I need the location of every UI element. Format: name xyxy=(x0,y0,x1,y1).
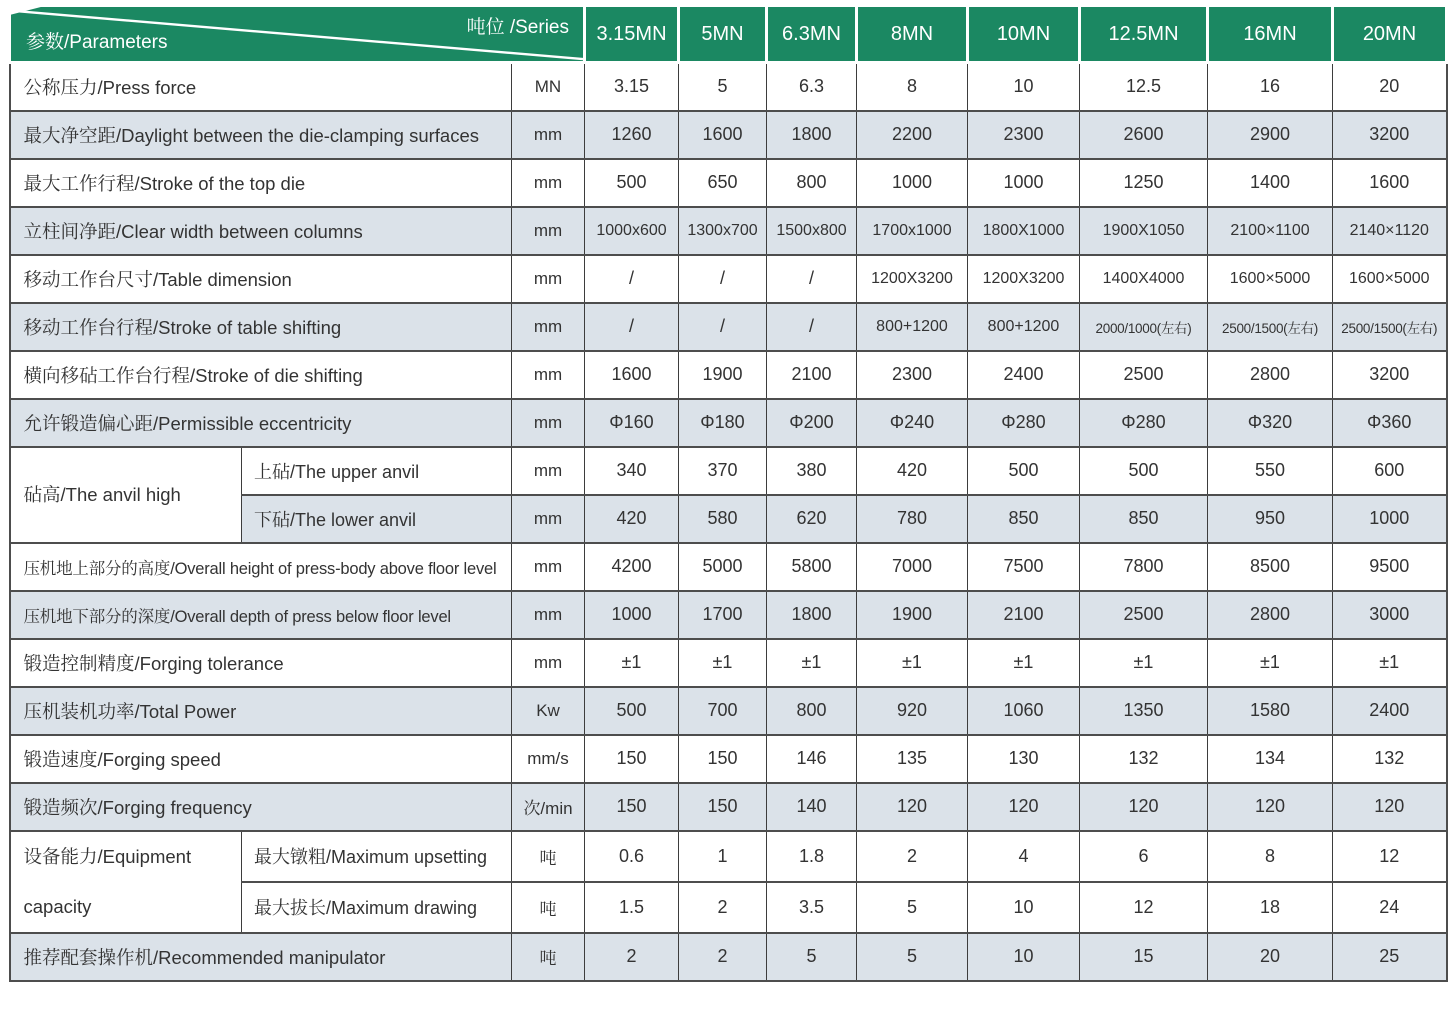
value-cell: 2 xyxy=(679,933,767,981)
value-cell: Φ280 xyxy=(968,399,1080,447)
value-cell: ±1 xyxy=(857,639,968,687)
table-row xyxy=(10,255,1447,303)
value-cell: 2800 xyxy=(1208,591,1333,639)
param-label: 移动工作台尺寸/Table dimension xyxy=(10,255,512,303)
value-cell: 1700x1000 xyxy=(857,207,968,255)
param-sublabel: 上砧/The upper anvil xyxy=(242,447,512,495)
value-cell: 420 xyxy=(585,495,679,543)
unit-cell: mm xyxy=(512,639,585,687)
value-cell: 150 xyxy=(585,735,679,783)
value-cell: 800 xyxy=(767,687,857,735)
value-cell: Φ180 xyxy=(679,399,767,447)
value-cell: / xyxy=(767,303,857,351)
value-cell: 2800 xyxy=(1208,351,1333,399)
unit-cell: 次/min xyxy=(512,783,585,831)
value-cell: 15 xyxy=(1080,933,1208,981)
param-label: 最大净空距/Daylight between the die-clamping surfaces xyxy=(10,111,512,159)
column-header-6-3mn: 6.3MN xyxy=(767,6,857,63)
series-label: 吨位 /Series xyxy=(466,17,569,38)
param-label: 压机地上部分的高度/Overall height of press-body above floor level xyxy=(10,543,512,591)
param-label: 锻造速度/Forging speed xyxy=(10,735,512,783)
value-cell: 3.15 xyxy=(585,63,679,111)
value-cell: 950 xyxy=(1208,495,1333,543)
unit-cell: mm xyxy=(512,351,585,399)
unit-cell: 吨 xyxy=(512,831,585,882)
value-cell: 4 xyxy=(968,831,1080,882)
value-cell: 1580 xyxy=(1208,687,1333,735)
value-cell: 1800 xyxy=(767,111,857,159)
value-cell: ±1 xyxy=(679,639,767,687)
table-row xyxy=(10,933,1447,981)
value-cell: / xyxy=(767,255,857,303)
table-row xyxy=(10,207,1447,255)
value-cell: Φ280 xyxy=(1080,399,1208,447)
value-cell: 500 xyxy=(585,687,679,735)
value-cell: 18 xyxy=(1208,882,1333,933)
value-cell: 5800 xyxy=(767,543,857,591)
table-row xyxy=(10,447,1447,495)
value-cell: 132 xyxy=(1333,735,1447,783)
unit-cell: mm xyxy=(512,543,585,591)
value-cell: 10 xyxy=(968,63,1080,111)
value-cell: 8500 xyxy=(1208,543,1333,591)
value-cell: 120 xyxy=(1208,783,1333,831)
value-cell: 7000 xyxy=(857,543,968,591)
value-cell: 380 xyxy=(767,447,857,495)
value-cell: 2500 xyxy=(1080,591,1208,639)
value-cell: 500 xyxy=(968,447,1080,495)
value-cell: 5 xyxy=(857,933,968,981)
value-cell: 370 xyxy=(679,447,767,495)
value-cell: 8 xyxy=(1208,831,1333,882)
unit-cell: MN xyxy=(512,63,585,111)
value-cell: 120 xyxy=(857,783,968,831)
value-cell: 1400 xyxy=(1208,159,1333,207)
value-cell: 6.3 xyxy=(767,63,857,111)
value-cell: 2140×1120 xyxy=(1333,207,1447,255)
value-cell: 7800 xyxy=(1080,543,1208,591)
value-cell: 2 xyxy=(857,831,968,882)
value-cell: 0.6 xyxy=(585,831,679,882)
value-cell: / xyxy=(679,303,767,351)
group-label-equipment: 设备能力/Equipment capacity xyxy=(10,831,242,933)
value-cell: 2000/1000(左右) xyxy=(1080,303,1208,351)
value-cell: 500 xyxy=(1080,447,1208,495)
table-row xyxy=(10,399,1447,447)
value-cell: 6 xyxy=(1080,831,1208,882)
value-cell: 1400X4000 xyxy=(1080,255,1208,303)
value-cell: 1 xyxy=(679,831,767,882)
header-row xyxy=(10,6,1447,63)
value-cell: 150 xyxy=(585,783,679,831)
table-row xyxy=(10,591,1447,639)
value-cell: 2500/1500(左右) xyxy=(1208,303,1333,351)
value-cell: 1800 xyxy=(767,591,857,639)
value-cell: 20 xyxy=(1208,933,1333,981)
value-cell: 420 xyxy=(857,447,968,495)
value-cell: Φ360 xyxy=(1333,399,1447,447)
value-cell: / xyxy=(585,303,679,351)
value-cell: / xyxy=(585,255,679,303)
value-cell: 146 xyxy=(767,735,857,783)
value-cell: 120 xyxy=(1333,783,1447,831)
value-cell: ±1 xyxy=(1208,639,1333,687)
value-cell: 1600 xyxy=(1333,159,1447,207)
unit-cell: Kw xyxy=(512,687,585,735)
value-cell: 1000 xyxy=(1333,495,1447,543)
column-header-20mn: 20MN xyxy=(1333,6,1447,63)
table-row xyxy=(10,111,1447,159)
spec-table xyxy=(8,4,1448,982)
table-row xyxy=(10,639,1447,687)
value-cell: 1.5 xyxy=(585,882,679,933)
column-header-10mn: 10MN xyxy=(968,6,1080,63)
value-cell: 2100 xyxy=(767,351,857,399)
unit-cell: mm xyxy=(512,303,585,351)
value-cell: 1700 xyxy=(679,591,767,639)
value-cell: 780 xyxy=(857,495,968,543)
value-cell: Φ320 xyxy=(1208,399,1333,447)
unit-cell: mm/s xyxy=(512,735,585,783)
column-header-5mn: 5MN xyxy=(679,6,767,63)
value-cell: 580 xyxy=(679,495,767,543)
value-cell: 2 xyxy=(585,933,679,981)
value-cell: 2100×1100 xyxy=(1208,207,1333,255)
unit-cell: mm xyxy=(512,159,585,207)
value-cell: 134 xyxy=(1208,735,1333,783)
value-cell: 1000 xyxy=(968,159,1080,207)
value-cell: ±1 xyxy=(585,639,679,687)
param-label: 公称压力/Press force xyxy=(10,63,512,111)
value-cell: 2900 xyxy=(1208,111,1333,159)
table-row xyxy=(10,351,1447,399)
value-cell: 2300 xyxy=(857,351,968,399)
param-label: 允许锻造偏心距/Permissible eccentricity xyxy=(10,399,512,447)
value-cell: 2 xyxy=(679,882,767,933)
value-cell: 1600×5000 xyxy=(1333,255,1447,303)
unit-cell: mm xyxy=(512,495,585,543)
group-label-anvil: 砧高/The anvil high xyxy=(10,447,242,543)
value-cell: 1800X1000 xyxy=(968,207,1080,255)
column-header-16mn: 16MN xyxy=(1208,6,1333,63)
param-sublabel: 下砧/The lower anvil xyxy=(242,495,512,543)
value-cell: 600 xyxy=(1333,447,1447,495)
value-cell: Φ200 xyxy=(767,399,857,447)
value-cell: 4200 xyxy=(585,543,679,591)
value-cell: 1000 xyxy=(857,159,968,207)
value-cell: 1900X1050 xyxy=(1080,207,1208,255)
value-cell: 5 xyxy=(857,882,968,933)
value-cell: 150 xyxy=(679,735,767,783)
value-cell: 800 xyxy=(767,159,857,207)
value-cell: 2600 xyxy=(1080,111,1208,159)
value-cell: 1.8 xyxy=(767,831,857,882)
value-cell: / xyxy=(679,255,767,303)
value-cell: 2500/1500(左右) xyxy=(1333,303,1447,351)
value-cell: 1500x800 xyxy=(767,207,857,255)
value-cell: 850 xyxy=(968,495,1080,543)
value-cell: 620 xyxy=(767,495,857,543)
value-cell: 12.5 xyxy=(1080,63,1208,111)
value-cell: 24 xyxy=(1333,882,1447,933)
value-cell: 1060 xyxy=(968,687,1080,735)
value-cell: 2400 xyxy=(1333,687,1447,735)
value-cell: Φ240 xyxy=(857,399,968,447)
value-cell: 1900 xyxy=(679,351,767,399)
unit-cell: mm xyxy=(512,255,585,303)
unit-cell: mm xyxy=(512,591,585,639)
value-cell: 2300 xyxy=(968,111,1080,159)
value-cell: 2400 xyxy=(968,351,1080,399)
value-cell: ±1 xyxy=(1333,639,1447,687)
unit-cell: mm xyxy=(512,207,585,255)
param-label: 锻造控制精度/Forging tolerance xyxy=(10,639,512,687)
value-cell: 1900 xyxy=(857,591,968,639)
value-cell: 132 xyxy=(1080,735,1208,783)
value-cell: 5 xyxy=(679,63,767,111)
param-label: 压机装机功率/Total Power xyxy=(10,687,512,735)
param-label: 推荐配套操作机/Recommended manipulator xyxy=(10,933,512,981)
value-cell: 10 xyxy=(968,882,1080,933)
value-cell: 140 xyxy=(767,783,857,831)
value-cell: 3000 xyxy=(1333,591,1447,639)
value-cell: 1350 xyxy=(1080,687,1208,735)
value-cell: 550 xyxy=(1208,447,1333,495)
value-cell: 150 xyxy=(679,783,767,831)
value-cell: 340 xyxy=(585,447,679,495)
value-cell: 500 xyxy=(585,159,679,207)
value-cell: 2100 xyxy=(968,591,1080,639)
value-cell: 1200X3200 xyxy=(857,255,968,303)
value-cell: 5 xyxy=(767,933,857,981)
value-cell: 120 xyxy=(1080,783,1208,831)
table-row xyxy=(10,687,1447,735)
table-row xyxy=(10,543,1447,591)
unit-cell: 吨 xyxy=(512,933,585,981)
value-cell: 1600×5000 xyxy=(1208,255,1333,303)
value-cell: 700 xyxy=(679,687,767,735)
value-cell: 2200 xyxy=(857,111,968,159)
value-cell: 920 xyxy=(857,687,968,735)
value-cell: 5000 xyxy=(679,543,767,591)
value-cell: 1600 xyxy=(585,351,679,399)
value-cell: 1260 xyxy=(585,111,679,159)
value-cell: 135 xyxy=(857,735,968,783)
value-cell: 1250 xyxy=(1080,159,1208,207)
unit-cell: mm xyxy=(512,399,585,447)
header-diagonal-cell xyxy=(10,6,585,63)
table-row xyxy=(10,831,1447,882)
table-row xyxy=(10,63,1447,111)
value-cell: 8 xyxy=(857,63,968,111)
value-cell: 9500 xyxy=(1333,543,1447,591)
value-cell: 1000 xyxy=(585,591,679,639)
value-cell: 25 xyxy=(1333,933,1447,981)
value-cell: 20 xyxy=(1333,63,1447,111)
unit-cell: 吨 xyxy=(512,882,585,933)
column-header-8mn: 8MN xyxy=(857,6,968,63)
unit-cell: mm xyxy=(512,111,585,159)
value-cell: 800+1200 xyxy=(968,303,1080,351)
table-row xyxy=(10,303,1447,351)
param-label: 锻造频次/Forging frequency xyxy=(10,783,512,831)
value-cell: 1000x600 xyxy=(585,207,679,255)
value-cell: 2500 xyxy=(1080,351,1208,399)
value-cell: 3200 xyxy=(1333,111,1447,159)
param-sublabel: 最大拔长/Maximum drawing xyxy=(242,882,512,933)
table-row xyxy=(10,735,1447,783)
value-cell: 1300x700 xyxy=(679,207,767,255)
table-row xyxy=(10,783,1447,831)
spec-table-wrapper xyxy=(8,4,1448,982)
value-cell: 130 xyxy=(968,735,1080,783)
value-cell: 3.5 xyxy=(767,882,857,933)
param-label: 压机地下部分的深度/Overall depth of press below floor level xyxy=(10,591,512,639)
param-label: 横向移砧工作台行程/Stroke of die shifting xyxy=(10,351,512,399)
table-row xyxy=(10,159,1447,207)
parameters-label: 参数/Parameters xyxy=(26,32,168,53)
value-cell: 1600 xyxy=(679,111,767,159)
param-sublabel: 最大镦粗/Maximum upsetting xyxy=(242,831,512,882)
value-cell: 800+1200 xyxy=(857,303,968,351)
value-cell: 7500 xyxy=(968,543,1080,591)
value-cell: 12 xyxy=(1080,882,1208,933)
value-cell: 3200 xyxy=(1333,351,1447,399)
value-cell: 1200X3200 xyxy=(968,255,1080,303)
unit-cell: mm xyxy=(512,447,585,495)
value-cell: 850 xyxy=(1080,495,1208,543)
value-cell: 12 xyxy=(1333,831,1447,882)
value-cell: 120 xyxy=(968,783,1080,831)
value-cell: Φ160 xyxy=(585,399,679,447)
value-cell: ±1 xyxy=(968,639,1080,687)
value-cell: 16 xyxy=(1208,63,1333,111)
param-label: 最大工作行程/Stroke of the top die xyxy=(10,159,512,207)
param-label: 立柱间净距/Clear width between columns xyxy=(10,207,512,255)
value-cell: 10 xyxy=(968,933,1080,981)
column-header-12-5mn: 12.5MN xyxy=(1080,6,1208,63)
column-header-3-15mn: 3.15MN xyxy=(585,6,679,63)
value-cell: 650 xyxy=(679,159,767,207)
param-label: 移动工作台行程/Stroke of table shifting xyxy=(10,303,512,351)
value-cell: ±1 xyxy=(767,639,857,687)
value-cell: ±1 xyxy=(1080,639,1208,687)
